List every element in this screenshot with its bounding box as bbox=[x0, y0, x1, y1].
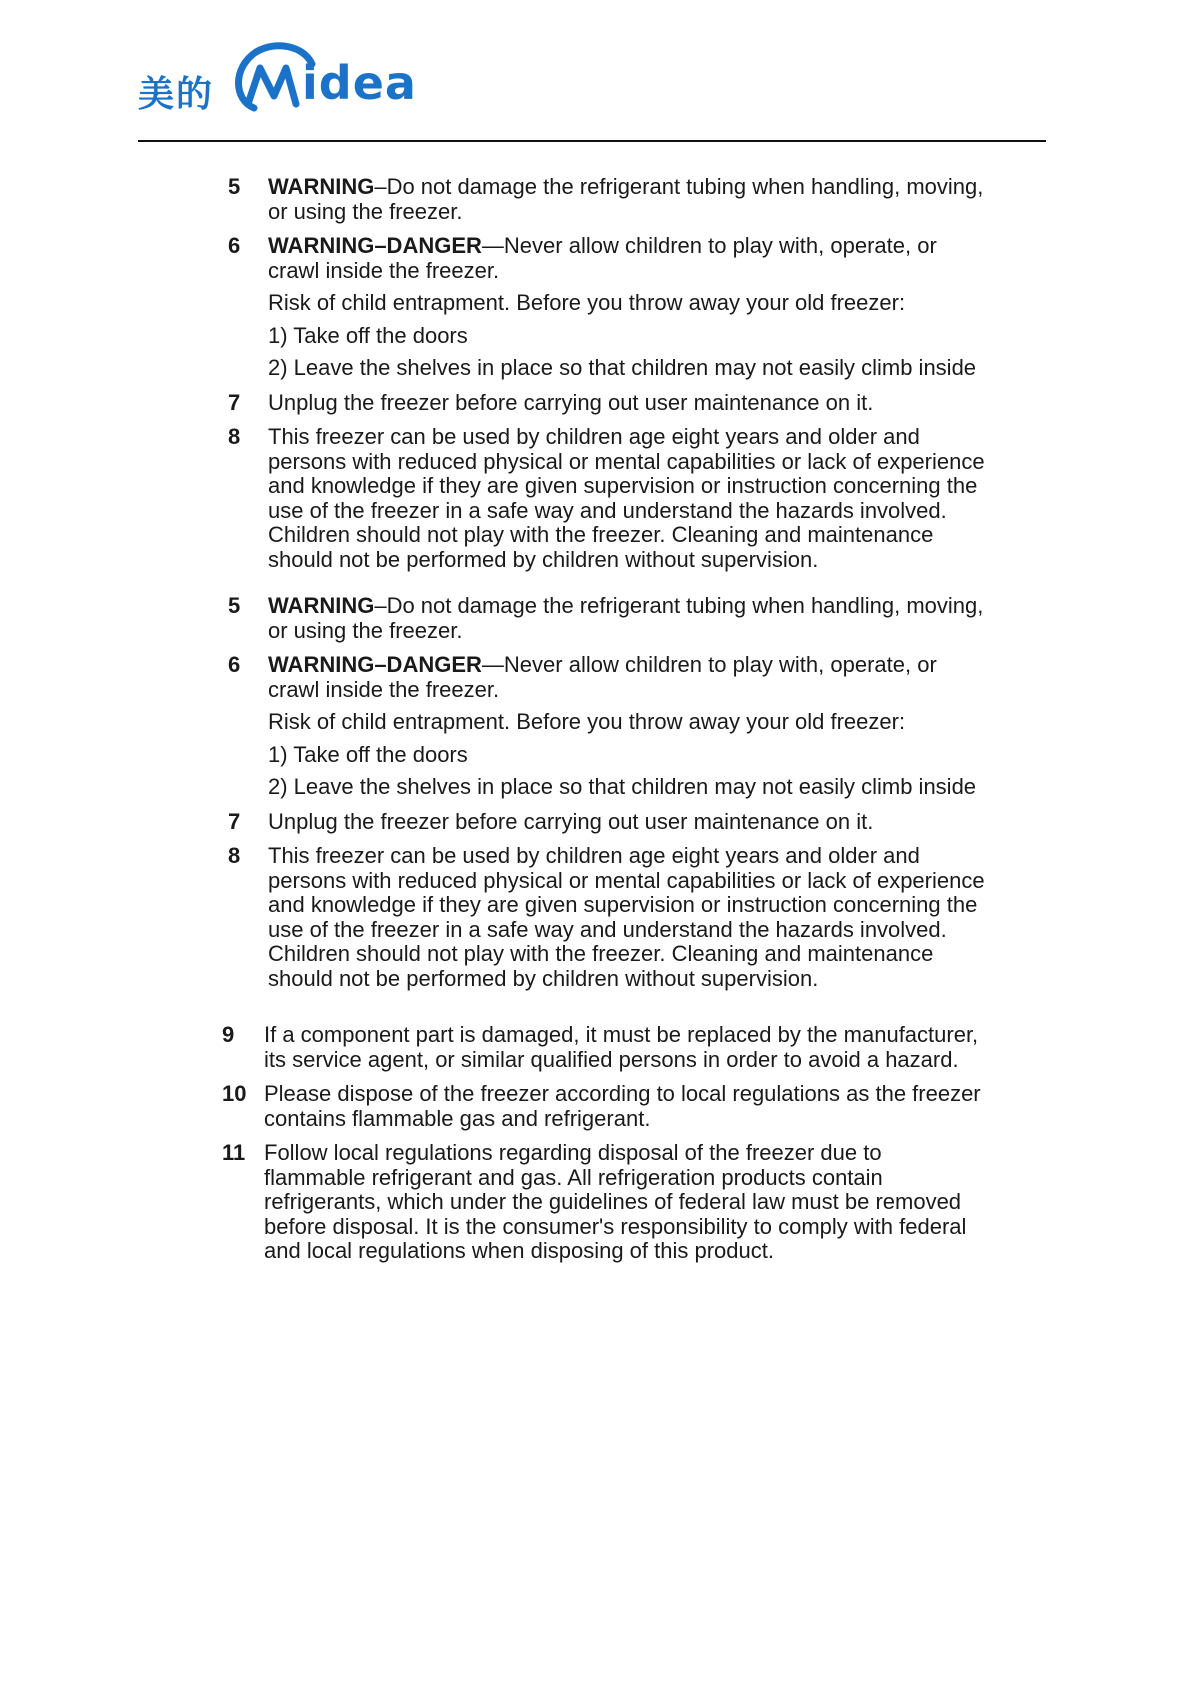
item-subtext: Risk of child entrapment. Before you throw away your old freezer: bbox=[268, 709, 906, 734]
item-number: 6 bbox=[228, 652, 241, 677]
list-item bbox=[228, 844, 988, 991]
item-number: 5 bbox=[228, 174, 241, 199]
item-number: 8 bbox=[228, 843, 241, 868]
item-text: This freezer can be used by children age eight years and older and persons with reduced physical or mental capabilities or lack of experience and knowledge if they are given supervision or instruction concerning the use of the freezer in a safe way and understand the hazards involved. Children should not play with the freezer. Cleaning and maintenance should not be performed by children without supervision. bbox=[268, 843, 985, 991]
item-text: Unplug the freezer before carrying out user maintenance on it. bbox=[268, 389, 874, 415]
item-text: This freezer can be used by children age eight years and older and persons with reduced physical or mental capabilities or lack of experience and knowledge if they are given supervision or instruction concerning the use of the freezer in a safe way and understand the hazards involved. Children should not play with the freezer. Cleaning and maintenance should not be performed by children without supervision. bbox=[268, 424, 985, 572]
item-substep: 2) Leave the shelves in place so that children may not easily climb inside bbox=[268, 355, 977, 380]
item-text: If a component part is damaged, it must be replaced by the manufacturer, its service agent, or similar qualified persons in order to avoid a hazard. bbox=[264, 1022, 979, 1072]
item-substep: 1) Take off the doors bbox=[268, 322, 468, 348]
item-text: WARNING–Do not damage the refrigerant tubing when handling, moving, or using the freezer. bbox=[268, 593, 984, 643]
item-number: 6 bbox=[228, 233, 241, 258]
item-text: WARNING–DANGER—Never allow children to play with, operate, or crawl inside the freezer. bbox=[268, 652, 937, 702]
item-number: 7 bbox=[228, 808, 241, 834]
list-item bbox=[228, 391, 988, 416]
list-item bbox=[222, 1140, 988, 1264]
midea-logo bbox=[138, 38, 438, 114]
logo-chinese-text: 美的 bbox=[138, 74, 215, 115]
instructions-body bbox=[222, 174, 988, 1274]
list-item bbox=[228, 810, 988, 835]
item-number: 8 bbox=[228, 424, 241, 449]
warning-label: WARNING–DANGER bbox=[268, 233, 482, 258]
item-number: 9 bbox=[222, 1022, 235, 1047]
list-item bbox=[228, 175, 988, 224]
item-subtext: Risk of child entrapment. Before you throw away your old freezer: bbox=[268, 290, 906, 315]
warning-label: WARNING bbox=[268, 174, 375, 199]
item-substep: 1) Take off the doors bbox=[268, 741, 468, 767]
warning-label: WARNING bbox=[268, 593, 375, 618]
item-text: WARNING–DANGER—Never allow children to play with, operate, or crawl inside the freezer. bbox=[268, 233, 937, 283]
item-text: Follow local regulations regarding disposal of the freezer due to flammable refrigerant and gas. All refrigeration products contain refrigerants, which under the guidelines of federal law must be removed before disposal. It is the consumer's responsibility to comply with federal and local regulations when disposing of this product. bbox=[264, 1140, 967, 1263]
item-number: 10 bbox=[222, 1081, 247, 1106]
item-number: 5 bbox=[228, 593, 241, 618]
item-text: Unplug the freezer before carrying out user maintenance on it. bbox=[268, 808, 874, 834]
list-item bbox=[222, 1081, 988, 1131]
list-item bbox=[222, 1022, 988, 1072]
header-rule bbox=[138, 140, 1046, 142]
item-number: 11 bbox=[222, 1140, 246, 1165]
item-text: WARNING–Do not damage the refrigerant tubing when handling, moving, or using the freezer. bbox=[268, 174, 984, 224]
logo-english-text: idea bbox=[302, 56, 417, 110]
warning-label: WARNING–DANGER bbox=[268, 652, 482, 677]
item-number: 7 bbox=[228, 389, 241, 415]
item-text: Please dispose of the freezer according to local regulations as the freezer contains flammable gas and refrigerant. bbox=[264, 1081, 981, 1131]
item-substep: 2) Leave the shelves in place so that children may not easily climb inside bbox=[268, 774, 977, 799]
list-item bbox=[228, 653, 988, 800]
list-item bbox=[228, 594, 988, 643]
list-item bbox=[228, 425, 988, 572]
list-item bbox=[228, 234, 988, 381]
